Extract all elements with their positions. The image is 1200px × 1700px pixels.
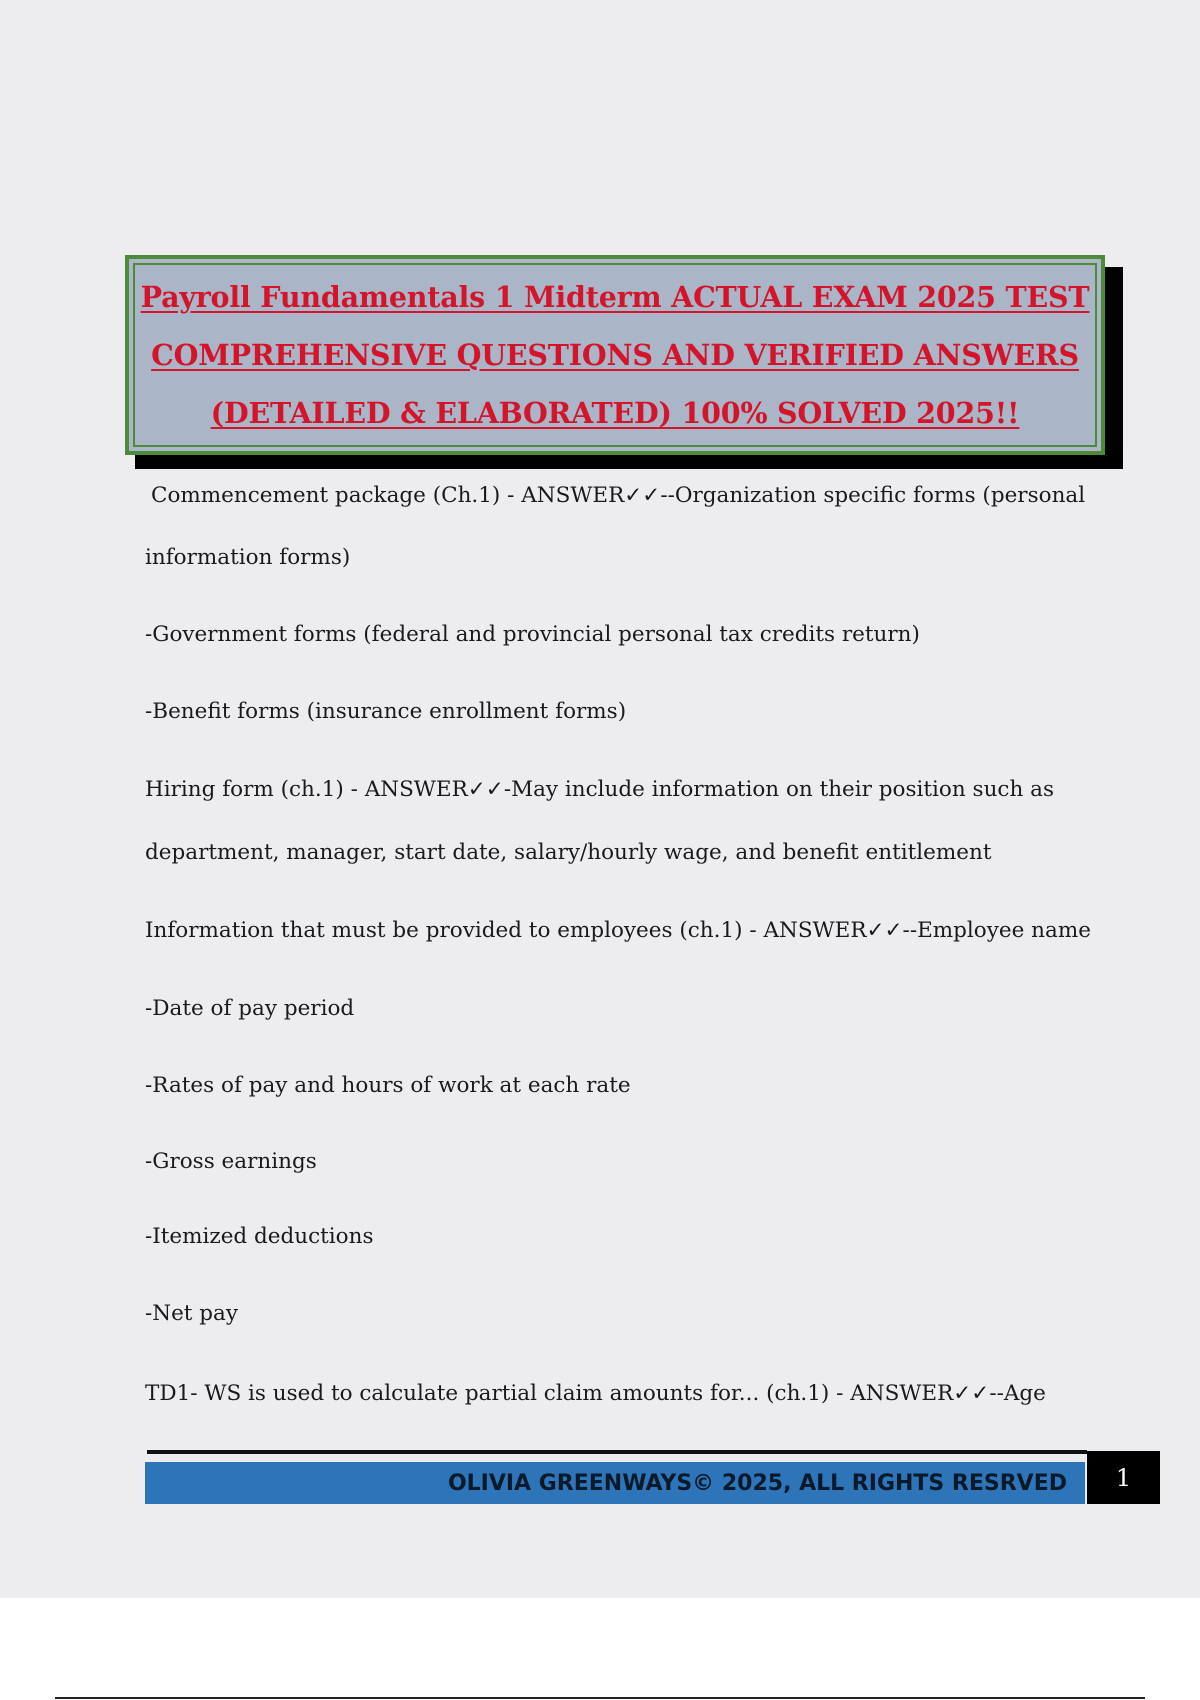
body-line-4: -Benefit forms (insurance enrollment forms) bbox=[145, 699, 627, 724]
body-line-8: -Date of pay period bbox=[145, 996, 355, 1021]
body-line-13: TD1- WS is used to calculate partial claim amounts for... (ch.1) - ANSWER✓✓--Age bbox=[145, 1381, 1046, 1406]
body-line-11: -Itemized deductions bbox=[145, 1224, 374, 1249]
next-page-rule bbox=[55, 1697, 1145, 1699]
title-block bbox=[129, 263, 1101, 447]
body-line-7: Information that must be provided to employees (ch.1) - ANSWER✓✓--Employee name bbox=[145, 918, 1091, 943]
title-box bbox=[125, 255, 1105, 455]
footer-rule bbox=[147, 1450, 1087, 1454]
body-line-9: -Rates of pay and hours of work at each rate bbox=[145, 1073, 631, 1098]
body-line-2: information forms) bbox=[145, 545, 351, 570]
title-line-2: COMPREHENSIVE QUESTIONS AND VERIFIED ANSWERS bbox=[151, 338, 1079, 372]
footer-copyright: OLIVIA GREENWAYS© 2025, ALL RIGHTS RESRVED bbox=[447, 1471, 1067, 1496]
body-line-10: -Gross earnings bbox=[145, 1149, 317, 1174]
body-line-3: -Government forms (federal and provincial personal tax credits return) bbox=[145, 622, 920, 647]
footer-bar bbox=[145, 1462, 1085, 1504]
body-line-6: department, manager, start date, salary/hourly wage, and benefit entitlement bbox=[145, 840, 992, 865]
title-line-3: (DETAILED & ELABORATED) 100% SOLVED 2025!! bbox=[210, 396, 1020, 430]
title-line-1: Payroll Fundamentals 1 Midterm ACTUAL EXAM 2025 TEST bbox=[140, 280, 1090, 314]
body-line-5: Hiring form (ch.1) - ANSWER✓✓-May include information on their position such as bbox=[145, 777, 1054, 802]
body-line-1: Commencement package (Ch.1) - ANSWER✓✓--Organization specific forms (personal bbox=[151, 483, 1086, 508]
body-line-12: -Net pay bbox=[145, 1301, 239, 1326]
page-number: 1 bbox=[1087, 1451, 1160, 1504]
